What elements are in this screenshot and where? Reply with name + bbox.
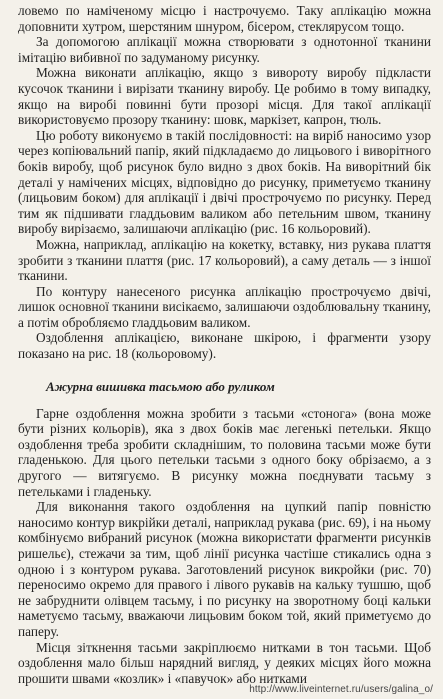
section-heading: Ажурна вишивка тасьмою або руликом (46, 378, 275, 394)
paragraph: Можна виконати аплікацію, якщо з вивороту виробу підкласти кусочок тканини і вирізати тканину виробу. Це робимо в тому випадку, якщо на виробі повинні бути прозорі місця. Для такої аплікації використовуємо прозору тканину: шовк, маркізет, капрон, тюль. (18, 65, 431, 128)
paragraph: Можна, наприклад, аплікацію на кокетку, вставку, низ рукава плаття зробити з тканини плаття (рис. 17 кольоровий), а саму деталь — з іншої тканини. (18, 236, 431, 284)
paragraph: ловемо по наміченому місцю і настрочуємо. Таку аплікацію можна доповнити хутром, шерстяним шнуром, бісером, стеклярусом тощо. (18, 3, 431, 34)
paragraph: По контуру нанесеного рисунка аплікацію прострочуємо двічі, лишок основної тканини висікаємо, залишаючи оздоблювальну тканину, а потім обробляємо гладдьовим валиком. (18, 283, 431, 330)
paragraph: Цю роботу виконуємо в такій послідовності: на виріб наносимо узор через копіювальний папір, який підкладаємо до лицьового і виворітного боків виробу, щоб рисунок було видно з двох боків. На виворітний бік деталі у намічених місцях, відповідно до рисунку, приметуємо тканину (лицьовим боком) для аплікації і двічі прострочуємо по рисунку. Перед тим як підшивати гладдьовим валиком або петельним швом, тканину виробу вирізаємо, залишаючи аплікацію (рис. 16 кольоровий). (18, 127, 431, 237)
paragraph: Гарне оздоблення можна зробити з тасьми «стонога» (вона може бути різних кольорів), яка з двох боків має легенькі петельки. Якщо оздоблення треба зробити складнішим, то половина тасьми може бути гладенькою. Для цього петельки тасьми з одного боку обрізаємо, а з другого — витягуємо. В рисунку можна поєднувати тасьму з петельками і гладеньку. (18, 405, 431, 499)
paragraph: Оздоблення аплікацією, виконане шкірою, і фрагменти узору показано на рис. 18 (кольоровому). (18, 330, 431, 362)
source-url-watermark: http://www.liveinternet.ru/users/galina_o/ (249, 684, 433, 695)
paragraph: За допомогою аплікації можна створювати з однотонної тканини імітацію вибивної по задуманому рисунку. (18, 34, 431, 65)
paragraph: Місця зіткнення тасьми закріплюємо нитками в тон тасьми. Щоб оздоблення мало більш нарядний вигляд, у деяких місцях його можна прошити швами «козлик» і «павучок» або нитками (18, 639, 431, 686)
paragraph: Для виконання такого оздоблення на цупкий папір повністю наносимо контур викрійки деталі, наприклад рукава (рис. 69), і на ньому комбінуємо вибраний рисунок (можна використати фрагменти рисунків ришельє), стежачи за тим, щоб лінії рисунка частіше стикались одна з одною і з контуром рукава. Заготовлений рисунок викройки (рис. 70) переносимо окремо для правого і лівого рукавів на кальку тушшю, щоб не забруднити олівцем тасьму, і по рисунку на зворотному боці кальки наметуємо тасьму, вважаючи лицьовим боком той, який приметуємо до паперу. (18, 499, 431, 639)
